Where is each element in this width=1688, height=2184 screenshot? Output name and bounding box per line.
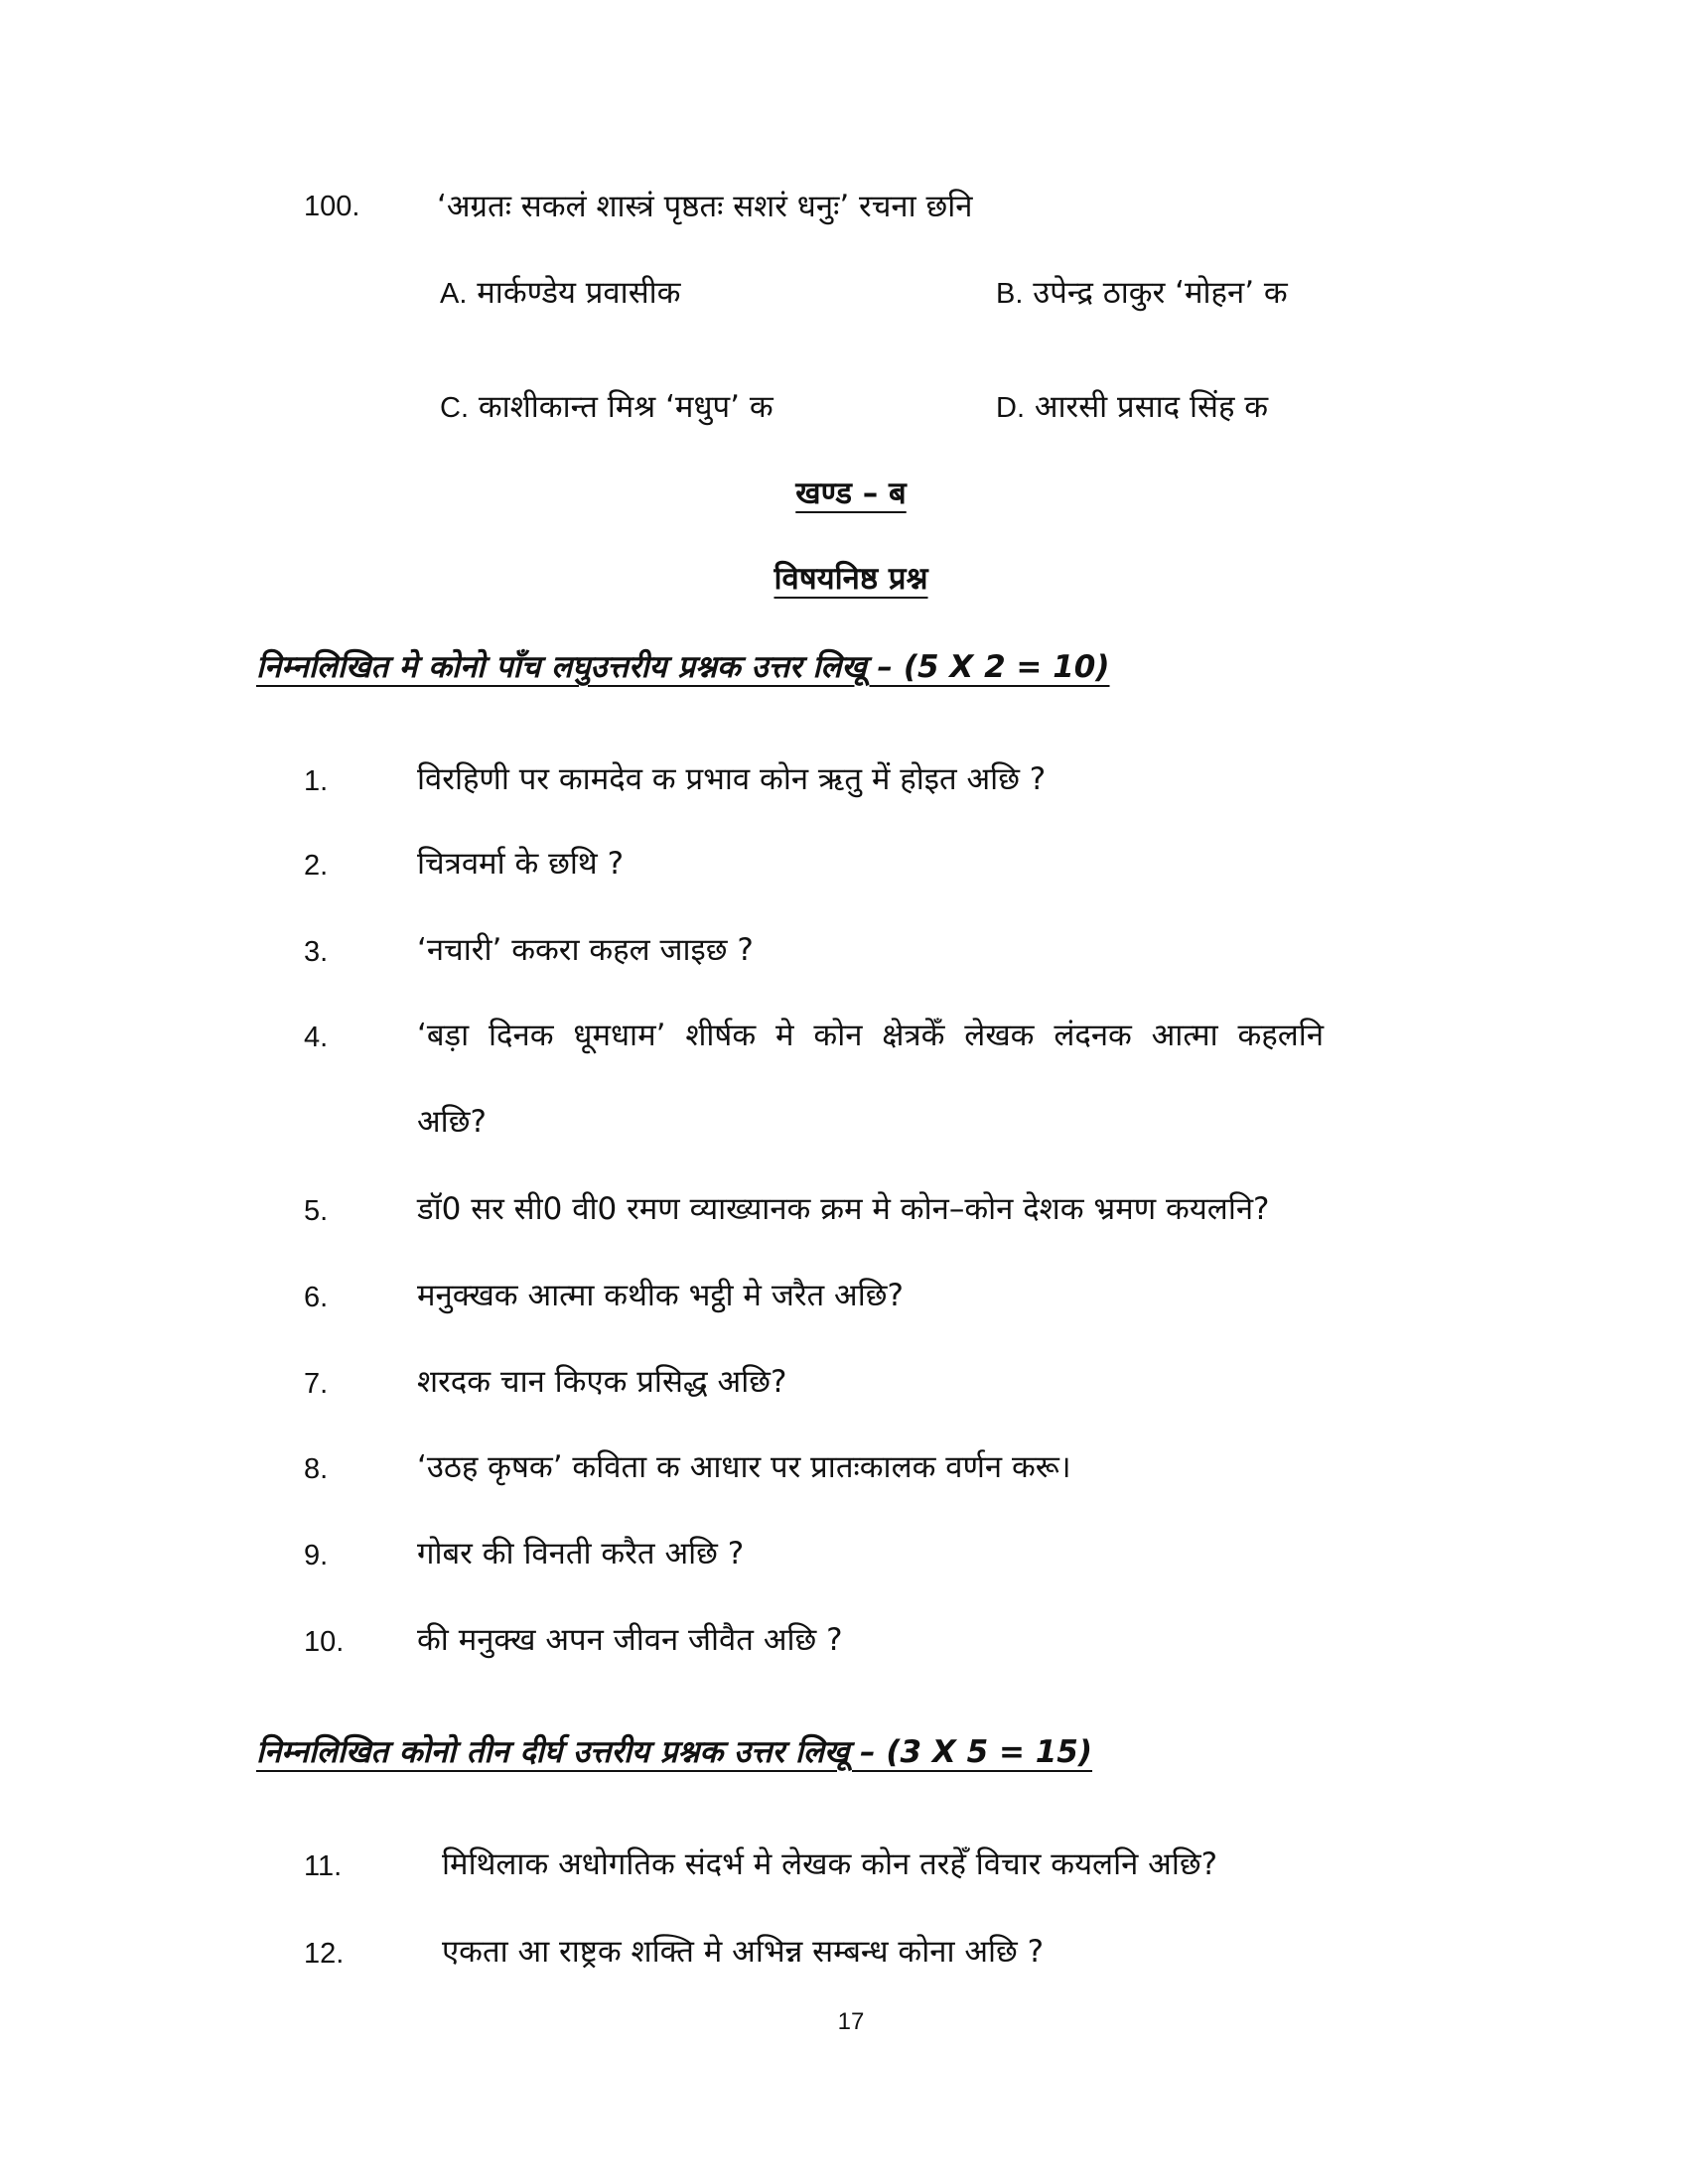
- question-number: 4.: [304, 1022, 329, 1053]
- question-text: ‘उठह कृषक’ कविता क आधार पर प्रातःकालक वर्णन करू।: [417, 1449, 1071, 1485]
- question-text: मिथिलाक अधोगतिक संदर्भ मे लेखक कोन तरहेँ विचार कयलनि अछि?: [442, 1846, 1218, 1882]
- question-number: 5.: [304, 1195, 329, 1227]
- question-text: मनुक्खक आत्मा कथीक भट्ठी मे जरैत अछि?: [417, 1278, 904, 1313]
- question-number: 9.: [304, 1540, 329, 1571]
- question-number: 1.: [304, 765, 329, 797]
- question-number: 7.: [304, 1368, 329, 1400]
- question-text: गोबर की विनती करैत अछि ?: [417, 1536, 745, 1571]
- option-text: उपेन्द्र ठाकुर ‘मोहन’ क: [1033, 275, 1288, 311]
- question-number: 2.: [304, 850, 329, 882]
- section-title: खण्ड – ब: [795, 476, 907, 511]
- long-answer-instruction: निम्नलिखित कोनो तीन दीर्घ उत्तरीय प्रश्नक उत्तर लिखू – (3 X 5 = 15): [256, 1734, 1093, 1770]
- question-text: डॉ0 सर सी0 वी0 रमण व्याख्यानक क्रम मे कोन–कोन देशक भ्रमण कयलनि?: [417, 1191, 1270, 1227]
- question-text: की मनुक्ख अपन जीवन जीवैत अछि ?: [417, 1622, 843, 1658]
- question-text: ‘अग्रतः सकलं शास्त्रं पृष्ठतः सशरं धनुः’ रचना छनि: [437, 189, 973, 224]
- section-subtitle: विषयनिष्ठ प्रश्न: [774, 561, 928, 597]
- option-label: A.: [440, 278, 468, 310]
- option-text: आरसी प्रसाद सिंह क: [1034, 389, 1269, 425]
- question-text: ‘बड़ा दिनक धूमधाम’ शीर्षक मे कोन क्षेत्रकेँ लेखक लंदनक आत्मा कहलनि: [417, 1018, 1325, 1053]
- question-text: चित्रवर्मा के छथि ?: [417, 846, 625, 882]
- question-text: शरदक चान किएक प्रसिद्ध अछि?: [417, 1364, 787, 1400]
- question-number: 6.: [304, 1282, 329, 1313]
- question-text-continued: अछि?: [417, 1104, 487, 1140]
- option-text: काशीकान्त मिश्र ‘मधुप’ क: [478, 389, 774, 425]
- question-number: 100.: [304, 191, 360, 222]
- option-text: मार्कण्डेय प्रवासीक: [477, 275, 681, 311]
- option-a: [440, 271, 680, 316]
- question-number: 12.: [304, 1938, 345, 1970]
- question-number: 10.: [304, 1626, 345, 1658]
- option-b: [996, 271, 1288, 316]
- option-label: C.: [440, 392, 469, 424]
- question-text: ‘नचारी’ ककरा कहल जाइछ ?: [417, 932, 754, 968]
- question-number: 11.: [304, 1850, 343, 1882]
- question-number: 3.: [304, 936, 329, 968]
- page-number: 17: [837, 2008, 865, 2035]
- option-c: [440, 385, 774, 430]
- option-d: [996, 385, 1268, 430]
- question-text: एकता आ राष्ट्रक शक्ति मे अभिन्न सम्बन्ध कोना अछि ?: [442, 1934, 1045, 1970]
- option-label: B.: [996, 278, 1024, 310]
- option-label: D.: [996, 392, 1025, 424]
- short-answer-instruction: निम्नलिखित मे कोनो पाँच लघुउत्तरीय प्रश्नक उत्तर लिखू – (5 X 2 = 10): [256, 649, 1110, 685]
- question-number: 8.: [304, 1453, 329, 1485]
- question-text: विरहिणी पर कामदेव क प्रभाव कोन ऋतु में होइत अछि ?: [417, 761, 1047, 797]
